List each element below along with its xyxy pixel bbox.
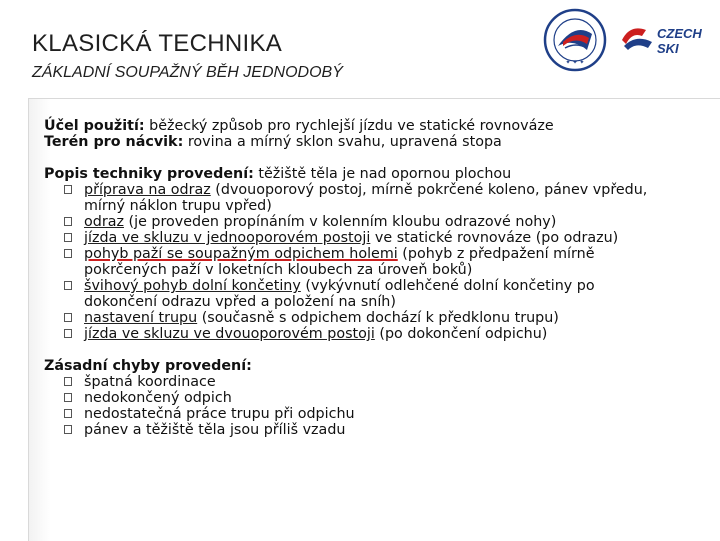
list-item bbox=[44, 246, 684, 278]
error-text: nedokončený odpich bbox=[84, 390, 232, 406]
bullet-icon bbox=[64, 377, 72, 386]
list-item bbox=[44, 374, 684, 390]
usage-line bbox=[44, 118, 684, 134]
usage-label: Účel použití: bbox=[44, 118, 145, 134]
list-item bbox=[44, 278, 684, 310]
item-text: (po dokončení odpichu) bbox=[374, 326, 548, 342]
list-item bbox=[44, 422, 684, 438]
content bbox=[44, 118, 684, 438]
item-underlined: jízda ve skluzu ve dvouoporovém postoji bbox=[84, 326, 375, 342]
page-subtitle: ZÁKLADNÍ SOUPAŽNÝ BĚH JEDNODOBÝ bbox=[32, 64, 343, 81]
item-underlined: švihový pohyb dolní končetiny bbox=[84, 278, 301, 294]
technique-line bbox=[44, 166, 684, 182]
item-underlined: odraz bbox=[84, 214, 124, 230]
terrain-text: rovina a mírný sklon svahu, upravená stopa bbox=[183, 134, 502, 150]
association-badge-logo bbox=[543, 8, 607, 72]
item-underlined: příprava na odraz bbox=[84, 182, 211, 198]
bullet-icon bbox=[64, 393, 72, 402]
svg-text:✦ ✦ ✦: ✦ ✦ ✦ bbox=[565, 59, 585, 66]
item-text: (je proveden propínáním v kolenním kloubu odrazové nohy) bbox=[123, 214, 557, 230]
terrain-label: Terén pro nácvik: bbox=[44, 134, 184, 150]
item-underlined: pohyb paží se soupažným odpichem holemi bbox=[84, 246, 398, 262]
list-item bbox=[44, 214, 684, 230]
bullet-icon bbox=[64, 185, 72, 194]
item-continuation: mírný náklon trupu vpřed) bbox=[84, 198, 272, 214]
page-title: KLASICKÁ TECHNIKA bbox=[32, 30, 283, 57]
list-item bbox=[44, 230, 684, 246]
technique-label: Popis techniky provedení: bbox=[44, 166, 254, 182]
list-item bbox=[44, 326, 684, 342]
bullet-icon bbox=[64, 281, 72, 290]
item-text: (současně s odpichem dochází k předklonu trupu) bbox=[197, 310, 559, 326]
bullet-icon bbox=[64, 313, 72, 322]
bullet-icon bbox=[64, 409, 72, 418]
bullet-icon bbox=[64, 217, 72, 226]
list-item bbox=[44, 182, 684, 214]
terrain-line bbox=[44, 134, 684, 150]
error-text: nedostatečná práce trupu při odpichu bbox=[84, 406, 355, 422]
item-text: (pohyb z předpažení mírně bbox=[397, 246, 595, 262]
technique-text: těžiště těla je nad opornou plochou bbox=[253, 166, 512, 182]
item-continuation: dokončení odrazu vpřed a položení na sníh) bbox=[84, 294, 396, 310]
list-item bbox=[44, 406, 684, 422]
item-text: (dvouoporový postoj, mírně pokrčené koleno, pánev vpředu, bbox=[210, 182, 648, 198]
logo-text: CZECH SKI bbox=[657, 26, 702, 56]
item-continuation: pokrčených paží v loketních kloubech za úroveň boků) bbox=[84, 262, 473, 278]
item-underlined: jízda ve skluzu v jednooporovém postoji bbox=[84, 230, 371, 246]
errors-label: Zásadní chyby provedení: bbox=[44, 358, 252, 374]
list-item bbox=[44, 310, 684, 326]
bullet-icon bbox=[64, 233, 72, 242]
list-item bbox=[44, 390, 684, 406]
usage-text: běžecký způsob pro rychlejší jízdu ve statické rovnováze bbox=[144, 118, 554, 134]
error-text: pánev a těžiště těla jsou příliš vzadu bbox=[84, 422, 346, 438]
item-text: ve statické rovnováze (po odrazu) bbox=[370, 230, 619, 246]
item-text: (vykývnutí odlehčené dolní končetiny po bbox=[300, 278, 595, 294]
bullet-icon bbox=[64, 329, 72, 338]
item-underlined: nastavení trupu bbox=[84, 310, 198, 326]
error-text: špatná koordinace bbox=[84, 374, 216, 390]
bullet-icon bbox=[64, 249, 72, 258]
bullet-icon bbox=[64, 425, 72, 434]
